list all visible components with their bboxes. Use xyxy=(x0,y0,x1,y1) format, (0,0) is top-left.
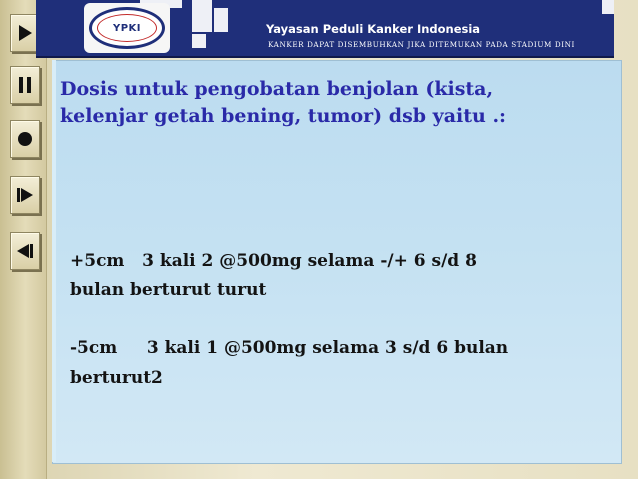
previous-button[interactable] xyxy=(10,232,40,270)
logo-text: YPKI xyxy=(112,22,142,34)
slide-edge xyxy=(52,60,56,462)
pause-button[interactable] xyxy=(10,66,40,104)
next-button[interactable] xyxy=(10,176,40,214)
header-banner xyxy=(36,0,614,58)
next-icon xyxy=(16,186,34,204)
play-icon xyxy=(17,24,33,42)
previous-icon xyxy=(16,242,34,260)
pause-icon xyxy=(17,76,33,94)
dose-large-line-1: +5cm 3 kali 2 @500mg selama -/+ 6 s/d 8 xyxy=(70,251,477,271)
stop-button[interactable] xyxy=(10,120,40,158)
dose-large-line-2: bulan berturut turut xyxy=(70,280,267,300)
dose-small-line-1: -5cm 3 kali 1 @500mg selama 3 s/d 6 bulan xyxy=(70,338,509,358)
ypki-logo xyxy=(84,3,170,53)
nav-sidebar xyxy=(0,0,47,479)
organization-name: Yayasan Peduli Kanker Indonesia xyxy=(266,22,481,36)
slide-title: Dosis untuk pengobatan benjolan (kista, kelenjar getah bening, tumor) dsb yaitu .: xyxy=(60,78,507,127)
logo-emblem xyxy=(89,7,165,49)
dose-small-line-2: berturut2 xyxy=(70,368,163,388)
stop-icon xyxy=(16,130,34,148)
organization-tagline: KANKER DAPAT DISEMBUHKAN JIKA DITEMUKAN PADA STADIUM DINI xyxy=(268,40,575,49)
